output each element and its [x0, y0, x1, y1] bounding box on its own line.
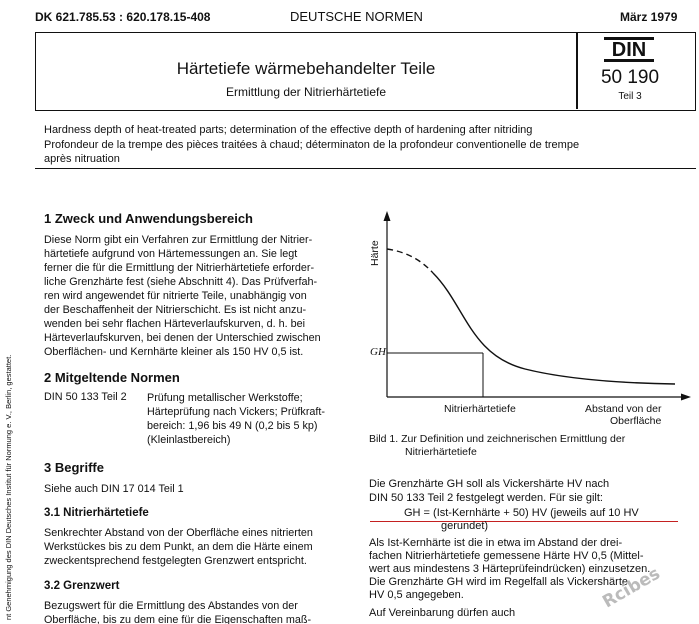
separator-line [35, 168, 696, 169]
vereinbarung-text: Auf Vereinbarung dürfen auch [369, 607, 516, 619]
din-logo: DIN [604, 37, 654, 62]
text-line: DIN 50 133 Teil 2 festgelegt werden. Für sie gilt: [369, 492, 603, 504]
text-line: Senkrechter Abstand von der Oberfläche eines nitrierten [44, 527, 313, 539]
text-line: liche Grenzhärte fest (siehe Abschnitt 4). Das Prüfverfah- [44, 276, 318, 288]
figure-caption-line1: Bild 1. Zur Definition und zeichnerischen Ermittlung der [369, 433, 626, 445]
text-line: (Kleinlastbereich) [147, 434, 231, 446]
din-part: Teil 3 [618, 91, 642, 102]
text-line: Prüfung metallischer Werkstoffe; [147, 392, 303, 404]
section-3-text: Siehe auch DIN 17 014 Teil 1 [44, 483, 184, 495]
title-divider [576, 33, 578, 109]
section-3-2-heading: 3.2 Grenzwert [44, 580, 120, 592]
text-line: Oberfläche, bis zu dem eine für die Eigenschaften maß- [44, 614, 312, 624]
grenzhaerte-paragraph [369, 477, 674, 505]
text-line: ferner die für die Ermittlung der Nitrierhärtetiefe erforder- [44, 262, 315, 274]
y-axis-arrow [384, 211, 391, 221]
section-2-heading: 2 Mitgeltende Normen [44, 370, 180, 385]
y-axis-label-box [369, 232, 381, 272]
text-line: wert aus mindestens 3 Härteprüfeindrücken) einzusetzen. [369, 563, 651, 575]
text-line: Härteprüfung nach Vickers; Prüfkraft- [147, 406, 326, 418]
text-line: Die Grenzhärte GH soll als Vickershärte HV nach [369, 478, 610, 490]
text-line: Diese Norm gibt ein Verfahren zur Ermittlung der Nitrier- [44, 234, 313, 246]
french-title-line2: après nitruation [44, 153, 120, 165]
x-axis-arrow [681, 394, 691, 401]
text-line: Bezugswert für die Ermittlung des Abstandes von der [44, 600, 298, 612]
norm-reference: DIN 50 133 Teil 2 [44, 391, 127, 403]
section-3-1-body [44, 526, 350, 568]
y-axis-label: Härte [369, 240, 381, 266]
section-3-2-body [44, 599, 350, 624]
formula-line1: GH = (Ist-Kernhärte + 50) HV (jeweils auf 10 HV [404, 507, 639, 519]
sidebar-text: nt Genehmigung des DIN Deutsches Institut für Normung e. V., Berlin, gestattet. [4, 354, 13, 620]
text-line: Oberflächen- und Kernhärte kleiner als 150 HV 0,5 ist. [44, 346, 304, 358]
document-subtitle: Ermittlung der Nitrierhärtetiefe [225, 85, 387, 99]
dashed-curve-segment [387, 249, 433, 273]
text-line: der Beschaffenheit der Nitrierschicht. Es ist nicht anzu- [44, 304, 307, 316]
text-line: Die Grenzhärte GH wird im Regelfall als Vickershärte [369, 576, 628, 588]
text-line: fachen Nitrierhärtetiefe gemessene Härte HV 0,5 (Mittel- [369, 550, 644, 562]
figure-caption-line2: Nitrierhärtetiefe [405, 446, 477, 458]
x-label-right-line1: Abstand von der [585, 403, 662, 415]
section-3-heading: 3 Begriffe [44, 460, 104, 475]
publisher-heading: DEUTSCHE NORMEN [290, 9, 423, 24]
norm-description [147, 391, 352, 447]
din-number: 50 190 [600, 67, 660, 88]
copyright-sidebar [4, 300, 14, 620]
section-1-body [44, 233, 350, 359]
formula-line2: gerundet) [441, 520, 489, 532]
text-line: Werkstückes bis zu dem Punkt, an dem die Härte einem [44, 541, 313, 553]
text-line: Als Ist-Kernhärte ist die in etwa im Abstand der drei- [369, 537, 623, 549]
text-line: Härteverlaufskurven, bei denen der Unterschied zwischen [44, 332, 321, 344]
text-line: härtetiefe aufgrund von Härtemessungen an. Sie legt [44, 248, 298, 260]
text-line: zweckentsprechend festgelegten Grenzwert entspricht. [44, 555, 307, 567]
text-line: HV 0,5 angegeben. [369, 589, 464, 601]
hardness-curve-figure [365, 205, 695, 430]
x-label-depth: Nitrierhärtetiefe [444, 403, 516, 415]
document-title: Härtetiefe wärmebehandelter Teile [176, 59, 436, 78]
watermark-stamp: Rcibes [599, 563, 664, 613]
french-title-line1: Profondeur de la trempe des pièces traitées à chaud; déterminaton de la profondeur conventionelle de trempe [44, 139, 580, 151]
text-line: ren wird angewendet für nitrierte Teile, unabhängig von [44, 290, 307, 302]
formula-underline [370, 521, 678, 522]
issue-date: März 1979 [620, 10, 678, 24]
title-box [35, 32, 696, 111]
hardness-curve [433, 273, 675, 384]
gh-label: GH [370, 346, 386, 358]
x-label-right-line2: Oberfläche [610, 415, 662, 427]
english-title: Hardness depth of heat-treated parts; determination of the effective depth of hardening after nitriding [44, 124, 533, 136]
dk-number: DK 621.785.53 : 620.178.15-408 [35, 10, 211, 24]
text-line: wenden bei sehr flachen Härteverlaufskurven, d. h. bei [44, 318, 306, 330]
text-line: bereich: 1,96 bis 49 N (0,2 bis 5 kp) [147, 420, 318, 432]
section-1-heading: 1 Zweck und Anwendungsbereich [44, 211, 253, 226]
section-3-1-heading: 3.1 Nitrierhärtetiefe [44, 507, 149, 519]
